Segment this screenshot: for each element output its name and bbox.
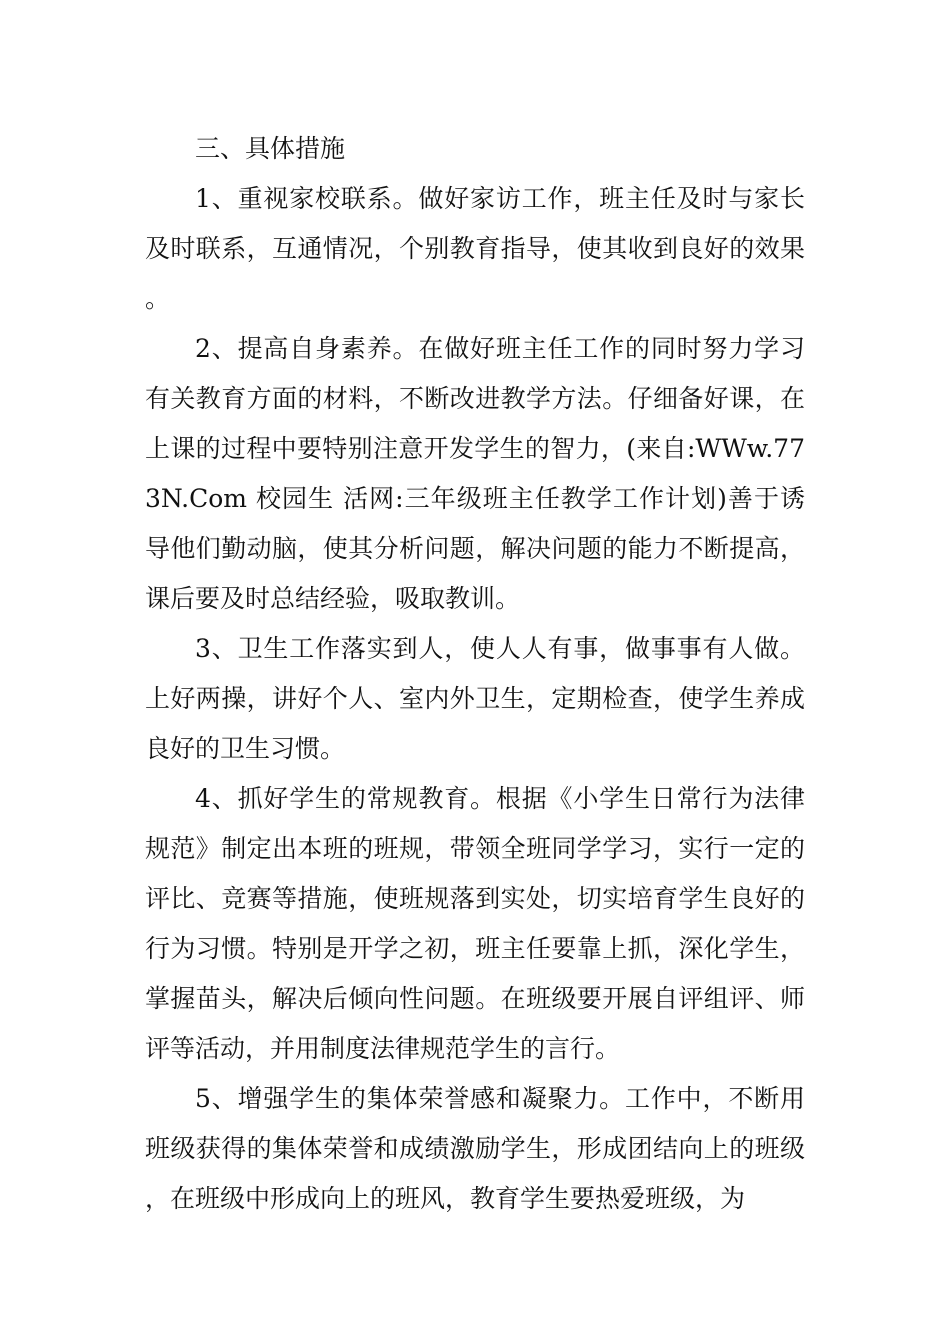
paragraph-4: 4、抓好学生的常规教育。根据《小学生日常行为法律规范》制定出本班的班规，带领全班同学学习，实行一定的评比、竞赛等措施，使班规落到实处，切实培育学生良好的行为习惯。特别是开学之初，班主任要靠上抓，深化学生，掌握苗头，解决后倾向性问题。在班级要开展自评组评、师评等活动，并用制度法律规范学生的言行。 xyxy=(145,784,805,1063)
paragraph-5: 5、增强学生的集体荣誉感和凝聚力。工作中，不断用班级获得的集体荣誉和成绩激励学生，形成团结向上的班级，在班级中形成向上的班风，教育学生要热爱班级，为 xyxy=(145,1084,805,1213)
paragraph-1: 1、重视家校联系。做好家访工作，班主任及时与家长及时联系，互通情况，个别教育指导，使其收到良好的效果。 xyxy=(145,184,805,313)
document-body xyxy=(145,124,805,1224)
section-heading: 三、具体措施 xyxy=(195,134,346,163)
paragraph-2: 2、提高自身素养。在做好班主任工作的同时努力学习有关教育方面的材料，不断改进教学方法。仔细备好课，在上课的过程中要特别注意开发学生的智力，(来自:WWw.773N.Com 校园生 活网:三年级班主任教学工作计划)善于诱导他们勤动脑，使其分析问题，解决问题的能力不断提高，课后要及时总结经验，吸取教训。 xyxy=(145,334,805,613)
paragraph-3: 3、卫生工作落实到人，使人人有事，做事事有人做。上好两操，讲好个人、室内外卫生，定期检查，使学生养成良好的卫生习惯。 xyxy=(145,634,805,763)
